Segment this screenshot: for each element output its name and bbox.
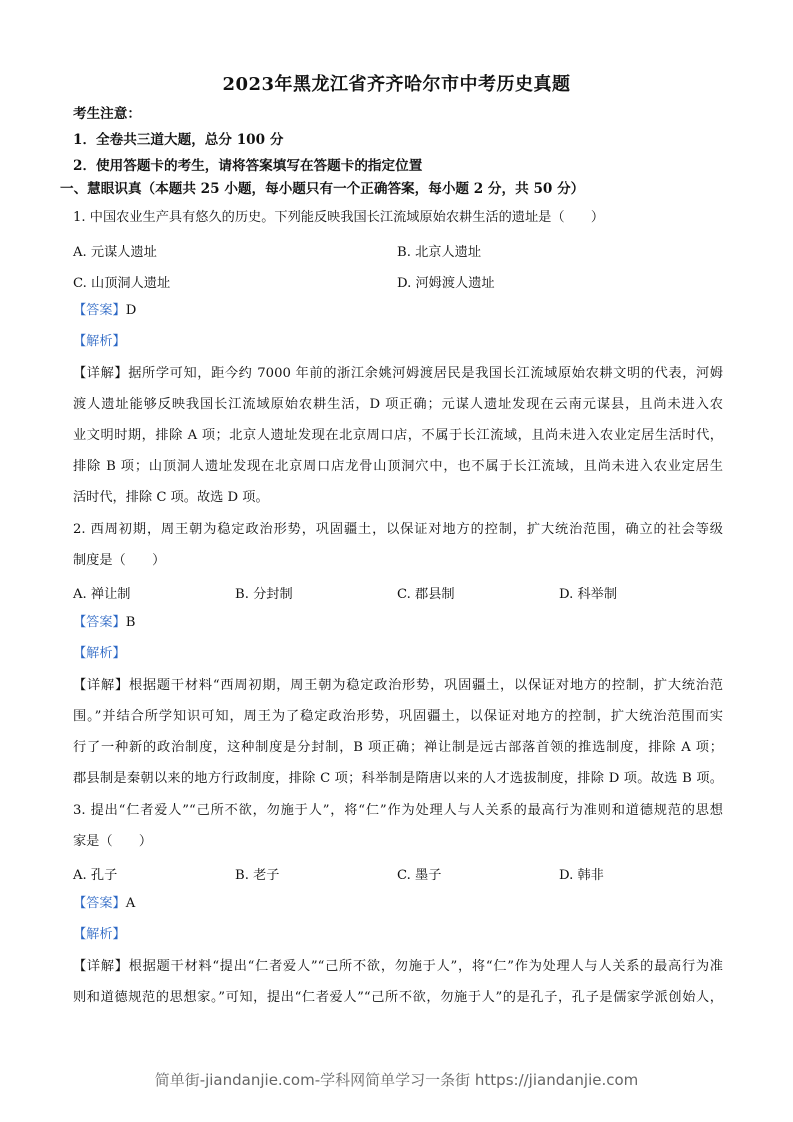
answer-tag: 【答案】 <box>73 896 126 911</box>
q2-answer: B <box>125 615 136 630</box>
q3-detail-line-1 <box>73 958 723 976</box>
q3-option-c: C. 墨子 <box>397 868 442 883</box>
detail-tag: 【详解】 <box>73 678 129 693</box>
q1-detail-line-3: 业文明时期，排除 A 项；北京人遗址发现在北京周口店，不属于长江流域，且尚未进入农业定居生活时代， <box>73 428 723 443</box>
detail-tag: 【详解】 <box>73 959 129 974</box>
q1-detail-line-5: 活时代，排除 C 项。故选 D 项。 <box>73 490 269 505</box>
q2-stem-line-1: 2. 西周初期，周王朝为稳定政治形势，巩固疆土，以保证对地方的控制，扩大统治范围，确立的社会等级 <box>73 522 723 537</box>
q2-option-d: D. 科举制 <box>559 587 618 602</box>
q1-option-c: C. 山顶洞人遗址 <box>73 276 171 291</box>
q1-detail-line-1 <box>73 365 723 383</box>
notice-heading: 考生注意： <box>73 106 141 122</box>
q3-option-b: B. 老子 <box>235 868 280 883</box>
answer-tag: 【答案】 <box>73 615 126 630</box>
notice-item-2: 2．使用答题卡的考生，请将答案填写在答题卡的指定位置 <box>73 158 423 174</box>
q2-answer-line <box>73 614 723 632</box>
q1-option-a: A. 元谋人遗址 <box>73 245 157 260</box>
notice-item-1: 1．全卷共三道大题，总分 100 分 <box>73 132 284 148</box>
q2-detail-line-4: 郡县制是秦朝以来的地方行政制度，排除 C 项；科举制是隋唐以来的人才选拔制度，排除 D 项。故选 B 项。 <box>73 771 723 786</box>
q3-stem-line-1: 3. 提出“仁者爱人”“己所不欲，勿施于人”，将“仁”作为处理人与人关系的最高行为准则和道德规范的思想 <box>73 803 723 818</box>
q2-detail-line-3: 行了一种新的政治制度，这种制度是分封制，B 项正确；禅让制是远古部落首领的推选制度，排除 A 项； <box>73 740 723 755</box>
q2-option-c: C. 郡县制 <box>397 587 455 602</box>
q2-option-b: B. 分封制 <box>235 587 293 602</box>
q1-analysis-tag: 【解析】 <box>73 334 126 349</box>
q3-option-a: A. 孔子 <box>73 868 118 883</box>
q1-option-b: B. 北京人遗址 <box>397 245 482 260</box>
q2-stem-line-2: 制度是（ ） <box>73 553 166 568</box>
q2-detail-line-1 <box>73 677 723 695</box>
q3-option-d: D. 韩非 <box>559 868 604 883</box>
q2-analysis-tag: 【解析】 <box>73 646 126 661</box>
q2-option-a: A. 禅让制 <box>73 587 131 602</box>
q1-stem: 1. 中国农业生产具有悠久的历史。下列能反映我国长江流域原始农耕生活的遗址是（ ） <box>73 210 605 225</box>
q3-detail-text-1: 根据题干材料“提出“仁者爱人”“己所不欲，勿施于人”，将“仁”作为处理人与人关系的最高行为准 <box>128 959 723 974</box>
footer-watermark: 简单街-jiandanjie.com-学科网简单学习一条街 https://jiandanjie.com <box>154 1071 639 1089</box>
page-title: 2023年黑龙江省齐齐哈尔市中考历史真题 <box>222 74 571 95</box>
section-heading: 一、慧眼识真（本题共 25 小题，每小题只有一个正确答案，每小题 2 分，共 50 分） <box>60 181 585 197</box>
detail-tag: 【详解】 <box>73 366 129 381</box>
q3-stem-line-2: 家是（ ） <box>73 834 153 849</box>
q2-detail-line-2: 围。”并结合所学知识可知，周王为了稳定政治形势，巩固疆土，以保证对地方的控制，扩大统治范围而实 <box>73 709 723 724</box>
answer-tag: 【答案】 <box>73 303 126 318</box>
q1-detail-line-2: 渡人遗址能够反映我国长江流域原始农耕生活，D 项正确；元谋人遗址发现在云南元谋县，且尚未进入农 <box>73 397 723 412</box>
q2-detail-text-1: 根据题干材料“西周初期，周王朝为稳定政治形势，巩固疆土，以保证对地方的控制，扩大统治范 <box>128 678 723 693</box>
q1-answer-line <box>73 302 723 320</box>
q3-analysis-tag: 【解析】 <box>73 927 126 942</box>
q3-answer-line <box>73 895 723 913</box>
q3-detail-line-2: 则和道德规范的思想家。”可知，提出“仁者爱人”“己所不欲，勿施于人”的是孔子，孔子是儒家学派创始人， <box>73 990 723 1005</box>
q1-option-d: D. 河姆渡人遗址 <box>397 276 495 291</box>
q1-answer: D <box>125 303 137 318</box>
q1-detail-line-4: 排除 B 项；山顶洞人遗址发现在北京周口店龙骨山顶洞穴中，也不属于长江流域，且尚未进入农业定居生 <box>73 459 723 474</box>
q1-detail-text-1: 据所学可知，距今约 7000 年前的浙江余姚河姆渡居民是我国长江流域原始农耕文明的代表，河姆 <box>128 366 724 381</box>
q3-answer: A <box>125 896 136 911</box>
